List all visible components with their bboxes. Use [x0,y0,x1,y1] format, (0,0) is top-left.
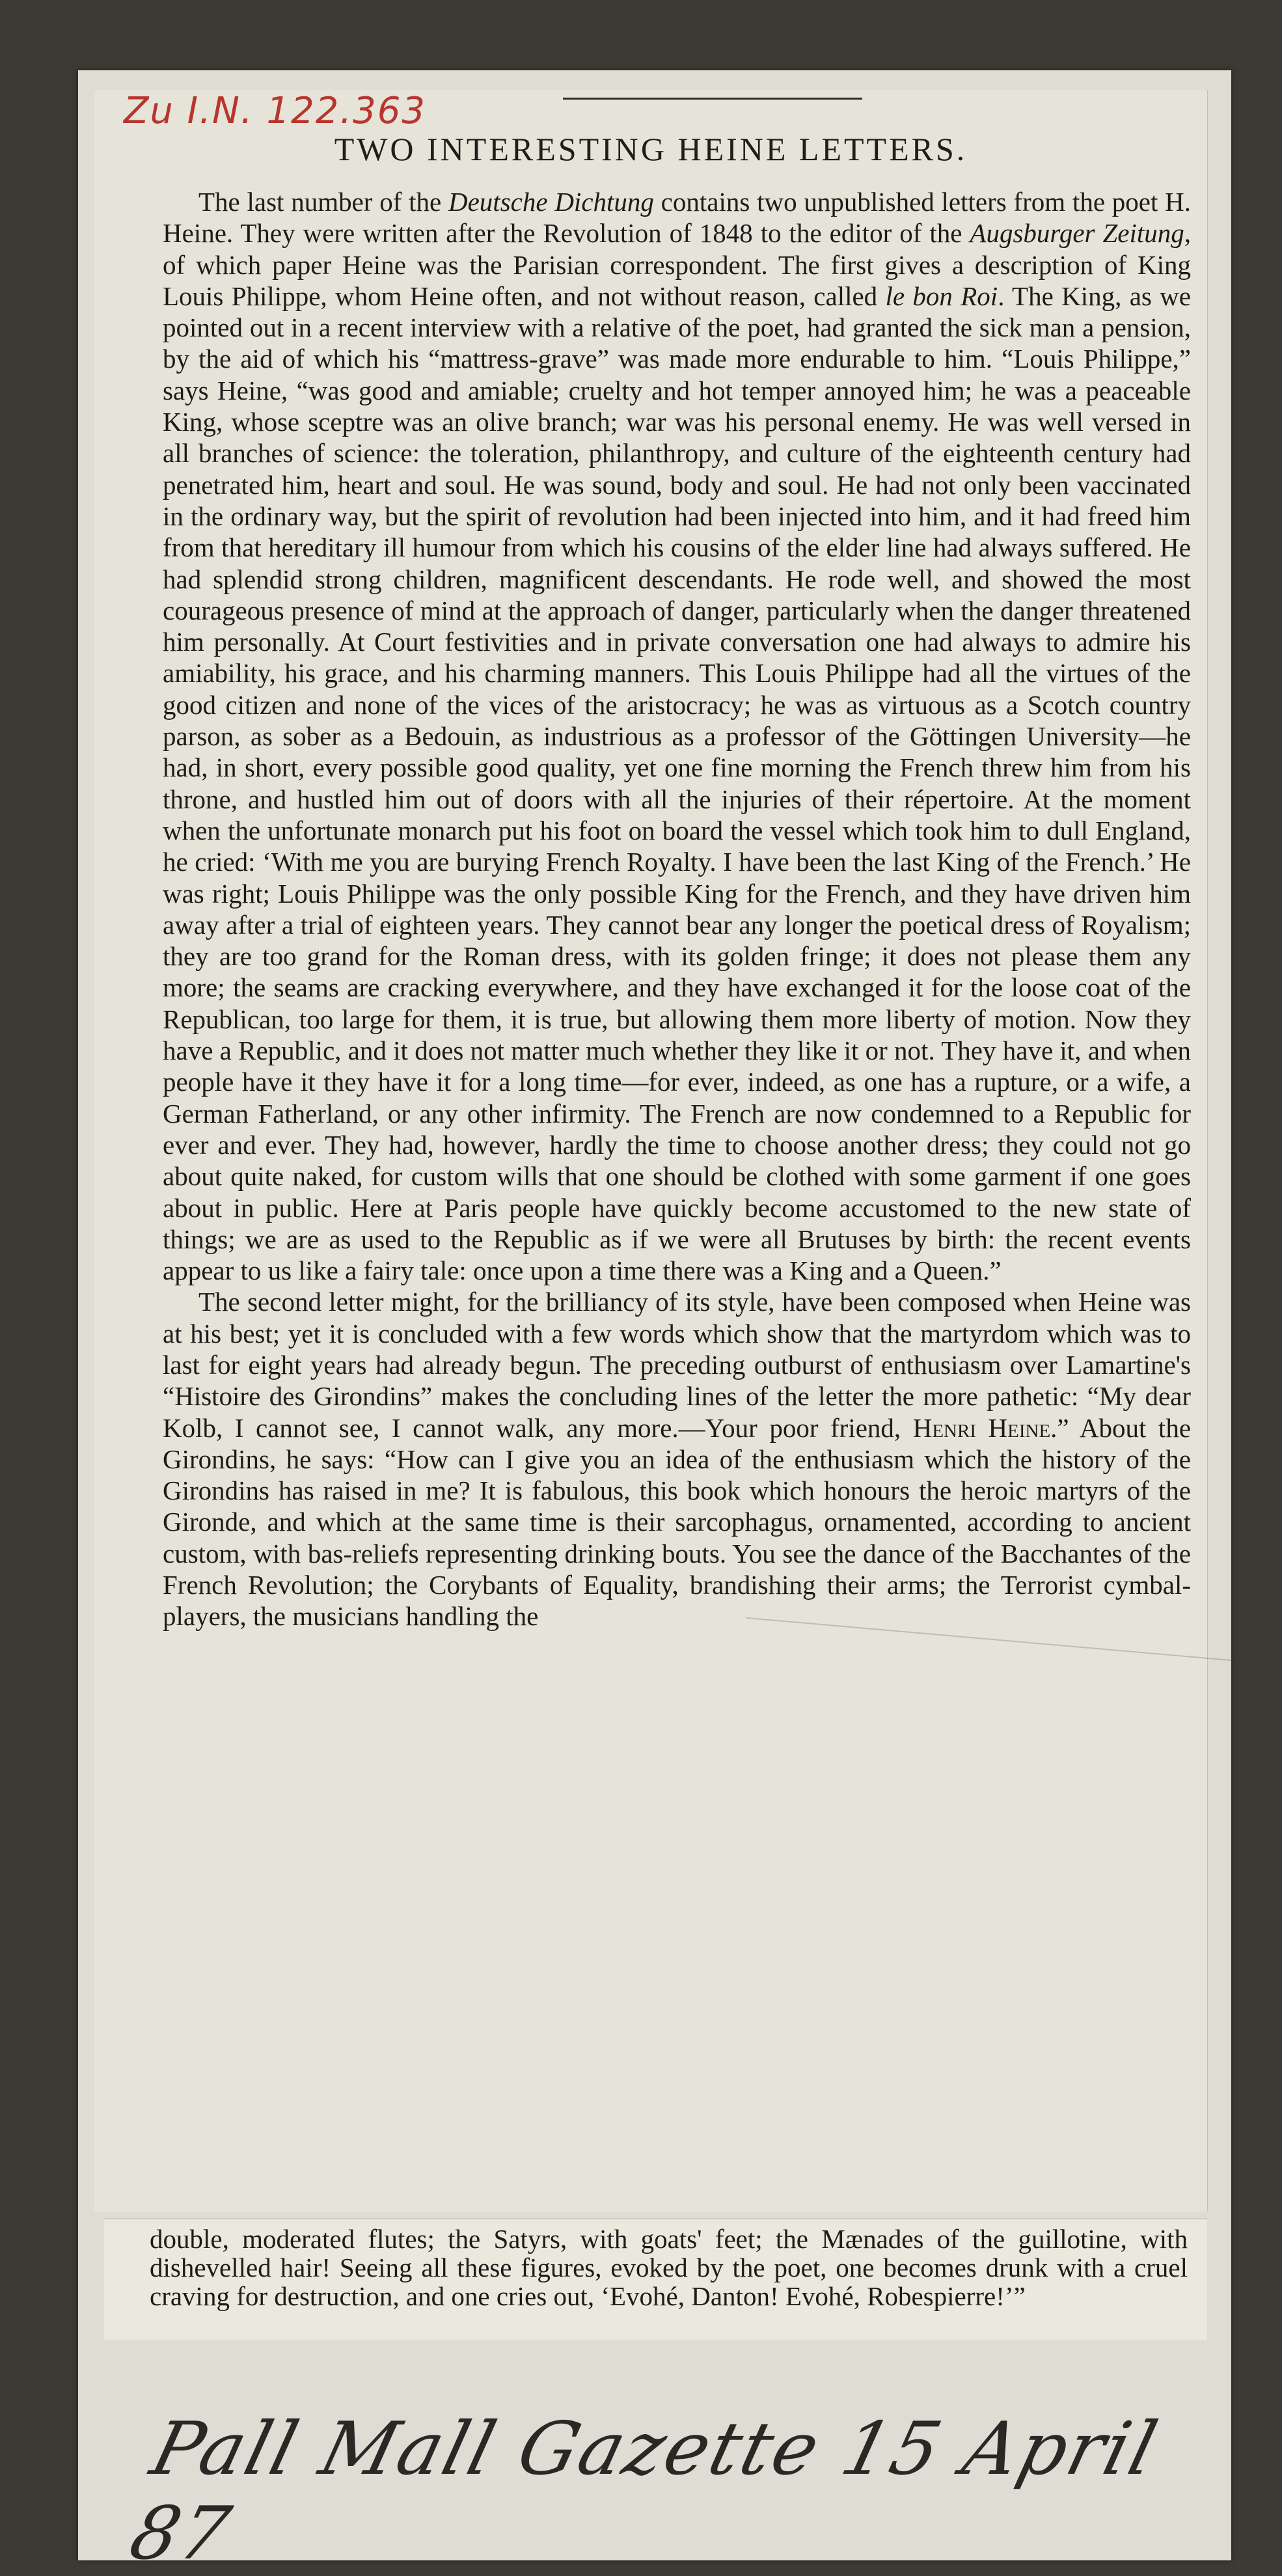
article-body [163,186,1191,1632]
handwritten-source-note: Pall Mall Gazette 15 April 87 [122,2407,1167,2576]
text-run: contains two unpublished letters from the poet H. Heine. They were written after the Revolution of 1848 to the editor of the [163,187,1192,249]
text-run: The last number of the [198,187,448,217]
text-run: . The King, as we pointed out in a recent interview with a relative of the poet, had granted the sick man a pension, by the aid of which his “mattress-grave” was made more endurable to him. “Louis Philippe,” says Heine, “was good and amiable; cruelty and hot temper annoyed him; he was a peaceable King, whose sceptre was an olive branch; war was his personal enemy. He was well versed in all branches of science: the toleration, philanthropy, and culture of the eighteenth century had penetrated him, heart and soul. He was sound, body and soul. He had not only been vaccinated in the ordinary way, but the spirit of revolution had been injected into him, and it had freed him from that hereditary ill humour from which his cousins of the elder line had always suffered. He had splendid strong children, magnificent descendants. He rode well, and showed the most courageous presence of mind at the approach of danger, particularly when the danger threatened him personally. At Court festivities and in private conversation one had always to admire his amiability, his grace, and his charming manners. This Louis Philippe had all the virtues of the good citizen and none of the vices of the aristocracy; he was as virtuous as a Scotch country parson, as sober as a Bedouin, as industrious as a professor of the Göttingen University—he had, in short, every possible good quality, yet one fine morning the French threw him from his throne, and hustled him out of doors with all the injuries of their répertoire. At the moment when the unfortunate monarch put his foot on board the vessel which took him to dull England, he cried: ‘With me you are burying French Royalty. I have been the last King of the French.’ He was right; Louis Philippe was the only possible King for the French, and they have driven him away after a trial of eighteen years. They cannot bear any longer the poetical dress of Royalism; they are too grand for the Roman dress, with its golden fringe; it does not please them any more; the seams are cracking everywhere, and they have exchanged it for the loose coat of the Republican, too large for them, it is true, but allowing them more liberty of motion. Now they have a Republic, and it does not matter much whether they like it or not. They have it, and when people have it they have it for a long time—for ever, indeed, as one has a rupture, or a wife, a German Fatherland, or any other infirmity. The French are now condemned to a Republic for ever and ever. They had, however, hardly the time to choose another dress; they could not go about quite naked, for custom wills that one should be clothed with some garment if one goes about in public. Here at Paris people have quickly become accustomed to the new state of things; we are as used to the Republic as if we were all Brutuses by birth: the recent events appear to us like a fairy tale: once upon a time there was a King and a Queen.” [163,281,1191,1286]
paragraph-continuation: double, moderated flutes; the Satyrs, with goats' feet; the Mænades of the guillotine, with dishevelled hair! Seeing all these figures, evoked by the poet, one becomes drunk with a cruel craving for destruction, and one cries out, ‘Evohé, Danton! Evohé, Robespierre!’” [150,2224,1188,2311]
italic-title: Augsburger Zeitung [970,218,1184,249]
mount-sheet [78,70,1231,2576]
paragraph-first-letter [163,186,1191,1286]
paragraph-second-letter [163,1286,1191,1632]
clipping-continuation [104,2218,1207,2340]
signature-name: Henri Heine [912,1412,1051,1443]
text-run: , of which paper Heine was the Parisian correspondent. The first gives a description of King Louis Philippe, whom Heine often, and not without reason, called [163,218,1191,311]
italic-title: le bon Roi [885,281,998,311]
continuation-text [150,2225,1188,2310]
header-rule [563,98,862,100]
text-run: .” About the Girondins, he says: “How can I give you an idea of the enthusiasm which the history of the Girondins has raised in me? It is fabulous, this book which honours the heroic martyrs of the Gironde, and which at the same time is their sarcophagus, ornamented, according to ancient custom, with bas-reliefs representing drinking bouts. You see the dance of the Bacchantes of the French Revolution; the Corybants of Equality, brandishing their arms; the Terrorist cymbal-players, the musicians handling the [163,1412,1192,1632]
archive-reference-note: Zu I.N. 122.363 [124,90,427,132]
article-headline: TWO INTERESTING HEINE LETTERS. [334,131,968,167]
newspaper-clipping [94,90,1208,2212]
text-run: The second letter might, for the brilliancy of its style, have been composed when Heine was at his best; yet it is concluded with a few words which show that the martyrdom which was to last for eight years had already begun. The preceding outburst of enthusiasm over Lamartine's “Histoire des Girondins” makes the concluding lines of the letter the more pathetic: “My dear Kolb, I cannot see, I cannot walk, any more.—Your poor friend, [163,1287,1191,1443]
italic-title: Deutsche Dichtung [448,187,654,217]
